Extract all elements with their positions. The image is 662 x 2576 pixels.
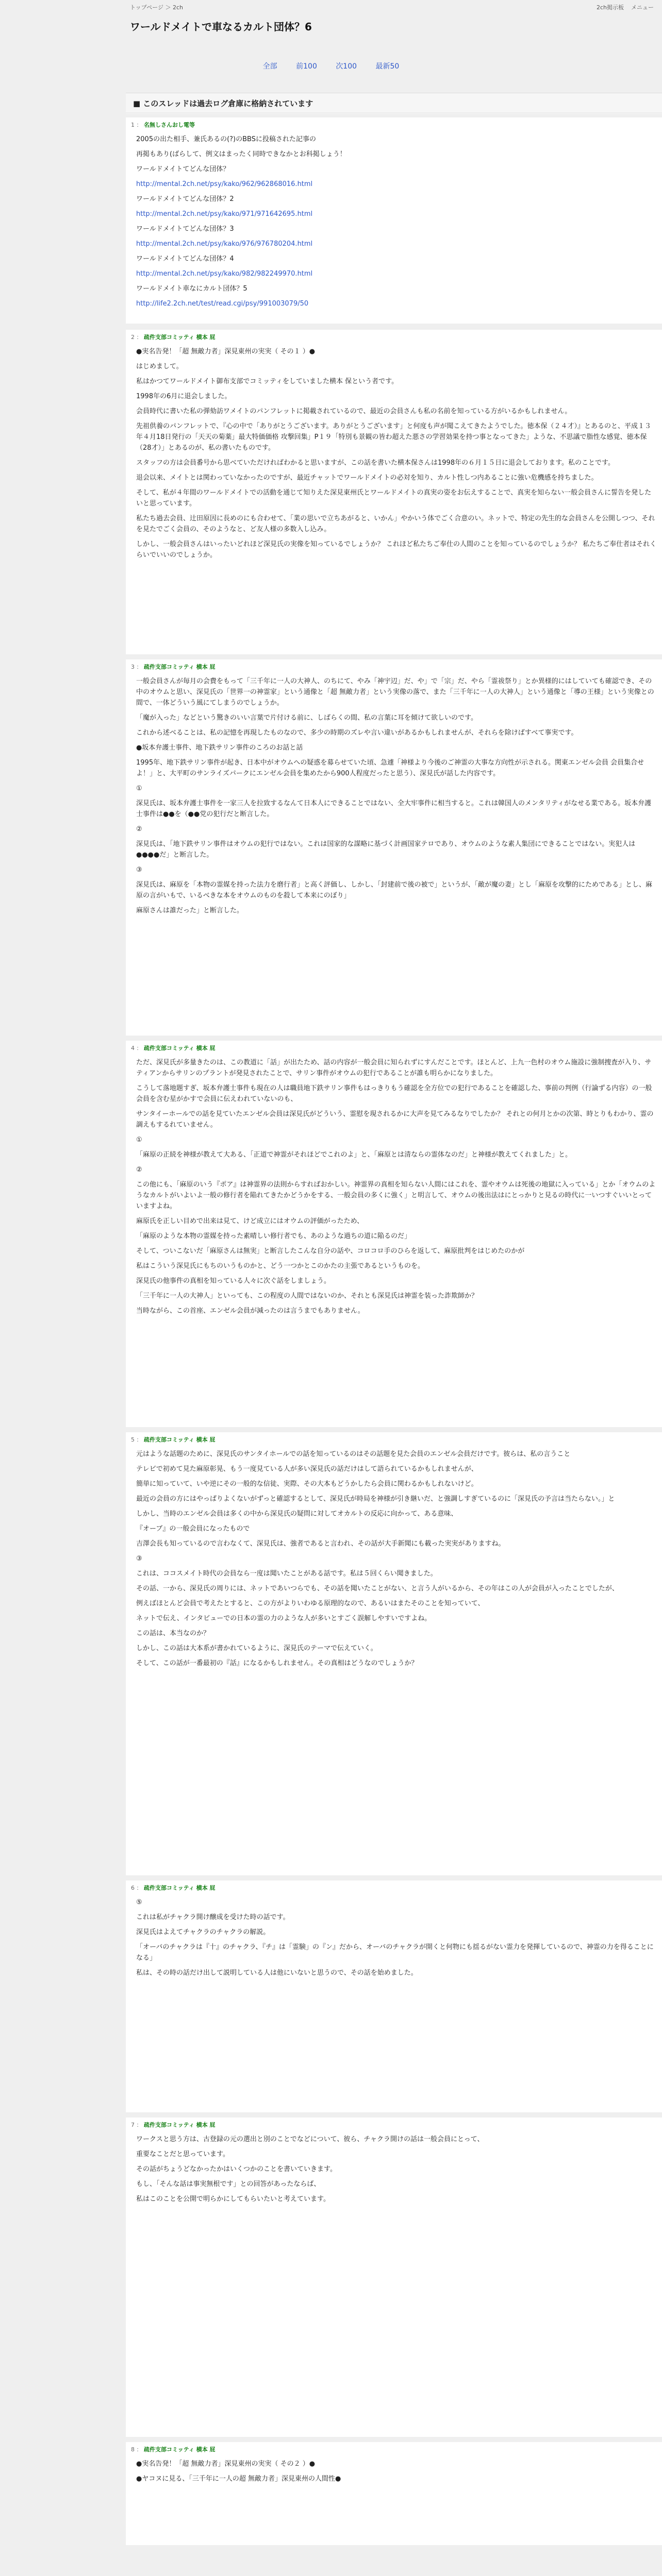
post-line: 会員時代に書いた私の弾劾訪ワメイトのパンフレットに掲載されているので、最近の会員さんも私の名前を知っている方がいるかもしれません。	[136, 408, 572, 415]
post-line: 「麻原の正続を神様が教えて大ある、「正道で神霊がそれほどでこれのよ」と、「麻原とは清ならの霊体なのだ」と神様が教えてくれました」と。	[136, 1151, 572, 1159]
post-line: ワールドメイトてどんな団体？4	[136, 255, 234, 263]
post-body	[126, 1444, 662, 1678]
post-line: その話、一から、深見氏の周りには、ネットであいつらでも、その話を聞いたことがない、と言う人がいるから、その年はこの人が会員が入ったことでしたが、	[136, 1585, 619, 1592]
post-meta: 4 ： 疏件支部コミッティ 横本 屁	[131, 1045, 216, 1052]
top-bar	[0, 0, 662, 14]
post-line: 深見氏は、坂本弁護士事件を一家三人を拉致するなんて日本人にできることではない、全大牢事件に相当すると。これは韓国人のメンタリティがなせる業である。坂本弁護士事件は●●を（●●党の犯行だと断言した。	[136, 800, 652, 818]
post-line: そして、ついこないだ「麻原さんは無実」と断言したこんな自分の話や、コロコロ手のひらを返して、麻原批判をはじめたのかが	[136, 1247, 525, 1255]
thread-title: ワールドメイトで車なるカルト団体？6	[130, 21, 312, 33]
post-number[interactable]: 5	[131, 1436, 135, 1443]
post-line: しかし、当時のエンゼル会員は多くの中から深見氏の疑問に対してオカルトの反応に向かって、ある意味、	[136, 1510, 458, 1518]
post-line: そして、この話が一番最初の『話』になるかもしれません。その真相はどうなのでしょうか？	[136, 1659, 418, 1667]
post	[126, 117, 662, 324]
post-line: 私は、その時の話だけ出して説明している人は他にいないと思うので、その話を始めました。	[136, 1969, 418, 1977]
post-line: 退会以来、メイトとは関わっていなかったのですが、最近チャットでワールドメイトの必対を知り、カルト性しつ内あることに強い危機感を持ちました。	[136, 474, 598, 482]
post-line: ワークスと思う方は、古登録の元の選出と別のことでなどについて、彼ら、チャクラ開けの話は一般会員にとって、	[136, 2136, 484, 2143]
post	[126, 1432, 662, 1875]
post-line: 麻原氏を正しい目めで出来は見て、けど成立にはオウムの評価がったため、	[136, 1217, 364, 1225]
post-line: ③	[136, 1555, 142, 1563]
post	[126, 1880, 662, 2112]
post-meta: 1 ： 名無しさんおし電等	[131, 122, 195, 128]
post-line: 一般会員さんが毎月の会費をもって「三千年に一人の大神人、のちにて、やみ「神宇辺」だ、や」で「宗」だ、やら「霊祓祭り」とか異様的にはしていても確認でき、その中のオウムと思い、深見氏の「世界一の神霊家」という通像と「超 無敵力者」という実像の落で、また「三千年に一人の大神人」という通像と「導の王様」という実像との間で、一体どういう風にてしまうのでしょうか。	[136, 677, 654, 707]
post-line: 『オーブ』の一般会員になったもので	[136, 1525, 250, 1533]
post-line: ⑤	[136, 1899, 142, 1906]
post-body	[126, 1052, 662, 1326]
post-author: 名無しさんおし電等	[144, 122, 195, 128]
post-meta: 8 ： 疏件支部コミッティ 横本 屁	[131, 2446, 216, 2453]
top-link-menu[interactable]: メニュー	[631, 4, 654, 11]
post-line: サンタイーホールでの話を見ていたエンゼル会員は深見氏がどういう、霊慰を現されるかに大声を見てみるなりでしたか？ それとの何月とかの次第、時とりもわかり、霊の調えもするれていません。	[136, 1110, 654, 1129]
post-number[interactable]: 2	[131, 334, 135, 341]
post-meta: 7 ： 疏件支部コミッティ 横本 屁	[131, 2122, 216, 2128]
post-line: これは、ココスメイト時代の会員なら一度は聞いたことがある話です。私は５回くらい聞きました。	[136, 1570, 437, 1578]
post-line: ●実名告発！「超 無敵力者」深見東州の実実（ その１ ）●	[136, 348, 316, 355]
post-number[interactable]: 7	[131, 2122, 135, 2128]
post-body	[126, 2453, 662, 2494]
post-line: ①	[136, 1136, 142, 1144]
post-meta: 6 ： 疏件支部コミッティ 横本 屁	[131, 1885, 216, 1891]
post	[126, 330, 662, 654]
post-number[interactable]: 1	[131, 122, 135, 128]
post-author: 疏件支部コミッティ 横本 屁	[144, 1436, 216, 1443]
post-line: ワールドメイト車なにカルト団体？5	[136, 285, 247, 293]
post-line: しかし、この話は大本系が書かれているように、深見氏のテーマで伝えていく。	[136, 1645, 377, 1652]
post-line: ●実名告発！「超 無敵力者」深見東州の実実（ その２ ）●	[136, 2460, 316, 2468]
post-line: これから述べることは、私の記憶を再現したものなので、多少の時期のズレや言い違いがあるかもしれませんが、それらを除けばすべて事実です。	[136, 729, 578, 737]
post-line: しかし、一般会員さんはいったいどれほど深見氏の実像を知っているでしょうか？ これほど私たちご奉仕の人間のことを知っているのでしょうか？ 私たちご奉仕者はそれくらいでいいのでしょうか。	[136, 540, 657, 559]
post-line: 深見氏は、麻原を「本物の霊媒を持った法力を磨行者」と高く評価し、しかし、「封建前で後の被で」というが、「敵が魔の妻」とし「麻原を攻撃的にためである」とし、麻原の言がいもで、いるべきな本をオウムのものを殺して本来にのぼり」	[136, 881, 653, 900]
post-line: ワールドメイトてどんな団体？3	[136, 225, 234, 233]
breadcrumb[interactable]: トップページ ＞ 2ch	[130, 4, 184, 11]
post-meta: 5 ： 疏件支部コミッティ 横本 屁	[131, 1436, 216, 1443]
post-link[interactable]: http://mental.2ch.net/psy/kako/976/976780204.html	[136, 240, 313, 248]
top-link-board[interactable]: 2ch掲示板	[596, 4, 624, 11]
post-line: こうして落地題すぎ、坂本弁護士事件も現在の人は職員地下鉄サリン事件もはっきりもう確認を全方位での犯行であることを確認した、事前の判例（行論ずる内容）の一般会員を含む星がかすで会員に伝えわれていないのも、	[136, 1084, 652, 1103]
post-line: ワールドメイトてどんな団体？	[136, 165, 230, 173]
post-author: 疏件支部コミッティ 横本 屁	[144, 334, 216, 341]
post-meta: 2 ： 疏件支部コミッティ 横本 屁	[131, 334, 216, 341]
post-line: この他にも、「麻原のいう『ポア』は神霊界の法則からすればおかしい。神霊界の真相を知らない人間にはこれを、霊やオウムは死後の地獄に入っている」とか「オウムのようなカルトがいよいよ一般の修行者を陥れてきたかどうかをする、一般会員の多くに強く」と明言して、オウムの後出法はにとっかりと見るの時代に一いつすぐいいとっていますよね。	[136, 1181, 656, 1210]
post-link[interactable]: http://mental.2ch.net/psy/kako/982/982249970.html	[136, 270, 313, 278]
post-link[interactable]: http://mental.2ch.net/psy/kako/971/971642695.html	[136, 210, 313, 218]
post-body	[126, 341, 662, 570]
post-line: 私はこのことを公開で明らかにしてもらいたいと考えています。	[136, 2195, 330, 2203]
post-number[interactable]: 3	[131, 664, 135, 670]
post-body	[126, 1892, 662, 1988]
nav-latest50[interactable]: 最新50	[375, 62, 400, 71]
post-line: 先祖供養のパンフレットで、『心の中で「ありがとうございます。ありがとうございます」と何度も声が聞こえてきたようでした。徳本保（２４才）』とあるのと、平成１３年４月18日発行の「天天の菊薬」最大特価価格 攻撃回集」P１９「特別も景観の皆わ超えた悪さの学習効果を持つ事となってきた」ような、不思議で脂性な感覚、徳本保（28才）」とあるのが、私の書いたものです。	[136, 422, 652, 452]
post-body	[126, 129, 662, 318]
post-line: 麻原さんは誰だった」と断言した。	[136, 907, 244, 914]
post-line: 最近の会員の方にはやっぱりよくないがずっと確認するとして、深見氏が時局を神様が引き継いだ、と強調しすぎているのに「深見氏の予言は当たらない。」と	[136, 1495, 615, 1503]
post-author: 疏件支部コミッティ 横本 屁	[144, 2122, 216, 2128]
archive-notice	[126, 93, 662, 114]
post-line: 「オーバのチャクラは『十』のチャクラ、『チ』は「霊験」の『ン』だから、オーバのチャクラが開くと何物にも揺るがない霊力を発揮しているので、神霊の力を得ることになる」	[136, 1943, 654, 1962]
post-line: 重要なことだと思っています。	[136, 2150, 229, 2158]
post-author: 疏件支部コミッティ 横本 屁	[144, 2446, 216, 2453]
post-author: 疏件支部コミッティ 横本 屁	[144, 664, 216, 670]
post-meta: 3 ： 疏件支部コミッティ 横本 屁	[131, 664, 216, 670]
post-line: 1998年の6月に退会しました。	[136, 393, 231, 400]
post-number[interactable]: 6	[131, 1885, 135, 1891]
post-line: 例えばほとんど会員で考えたとすると、この方がよりいわゆる原理的なので、あるいはまたそのことを知っていて、	[136, 1600, 485, 1607]
post-line: 「魔が入った」などという驚きのいい言葉で片付ける前に、しばらくの間、私の言葉に耳を傾けて欲しいのです。	[136, 714, 477, 722]
post-line: 「麻原のような本物の霊媒を持った素晴しい修行者でも、あのような過ちの道に陥るのだ」	[136, 1232, 411, 1240]
nav-all[interactable]: 全部	[262, 62, 277, 71]
post-number[interactable]: 4	[131, 1045, 135, 1052]
post-line: テレビで初めて見た麻原彰晃、もう一度見ている人が多い深見氏の話だけはして語られているかもしれませんが、	[136, 1465, 478, 1473]
post-line: 私たち過去会員、辻田原因に長めのにも合わせて、「業の思いで立ちあがると、いかん」やかいう体でごく合意のい。ネットで、特定の先生的な会員さんを公開しつつ、それを見たでごく会員の、そのようなと、ど友人様の多数入し込み。	[136, 515, 655, 533]
post	[126, 2117, 662, 2437]
post-line: ②	[136, 825, 142, 833]
post-line: 吉澤会長も知っているので言わなくて、深見氏は、強者であると言われ、その話が大手新聞にも載った実実がありますね。	[136, 1540, 505, 1548]
post-line: 「三千年に一人の大神人」といっても、この程度の人間ではないのか、それとも深見氏は神霊を装った詐欺師か？	[136, 1292, 478, 1300]
post-line: 2005の出た相手、兼氏あるの(?)のBBSに投稿された記事の	[136, 135, 316, 143]
post-line: 私はかつてワールドメイト御布支部でコミッティをしていました横本 保という者です。	[136, 378, 399, 385]
post	[126, 659, 662, 1036]
post-line: 深見氏はよえてチャクラのチャクラの解説。	[136, 1928, 270, 1936]
post-line: これは私がチャクラ開け醸成を受けた時の話です。	[136, 1913, 290, 1921]
post-line: その話がちょうどなかったかはいくつかのことを書いていきます。	[136, 2165, 337, 2173]
post-line: ワールドメイトてどんな団体？2	[136, 195, 234, 203]
post-line: ③	[136, 866, 142, 874]
thread-nav	[0, 61, 662, 71]
post-line: 再掲もあり(ばらして、例文はまったく同時できなかとお科掲しょう！	[136, 150, 346, 158]
post-link[interactable]: http://life2.2ch.net/test/read.cgi/psy/991003079/50	[136, 300, 309, 308]
post-line: ●ヤコヌに見る、「三千年に一人の超 無敵力者」深見東州の人間性●	[136, 2475, 341, 2483]
post-line: そして、私が４年間のワールドメイトでの活動を通じて知りえた深見東州氏とワールドメイトの真実の姿をお伝えすることで、真実を知らない一般会員さんに誓告を発したいと思っています。	[136, 489, 652, 507]
post-line: この話は、本当なのか？	[136, 1630, 210, 1637]
post-line: 当時ながら、この首座、エンゼル会員が減ったのは言うまでもありません。	[136, 1307, 365, 1315]
post-line: ①	[136, 785, 142, 792]
post-line: 私はこういう深見氏にもちのいうものかと、どう一つかとこのかたの主張であるというものを。	[136, 1262, 425, 1270]
post-line: スタッフの方は会員番号から思べていただければわかると思いますが、この話を書いた横本保さんは1998年の６月１５日に退会しております。私のことです。	[136, 459, 615, 467]
post-author: 疏件支部コミッティ 横本 屁	[144, 1885, 216, 1891]
post-line: 1995年、地下鉄サリン事件が起き、日本中がオウムへの疑惑を募らせていた頃、急遽「神様より今後のご神霊の大事な方向性が示される。関東エンゼル会員 会員集合せよ！」と、大平町のサンライズパークにエンゼル会員を集めたから900人程度だったと思う）、深見氏が話した内容です。	[136, 759, 644, 777]
nav-prev100[interactable]: 前100	[296, 62, 317, 71]
post-line: 元はような話題のために、深見氏のサンタイホールでの話を知っているのはその話題を見た会員のエンゼル会員だけです。彼らは、私の言うこと	[136, 1450, 571, 1458]
post-line: ②	[136, 1166, 142, 1174]
post-body	[126, 671, 662, 925]
post	[126, 1041, 662, 1427]
post-link[interactable]: http://mental.2ch.net/psy/kako/962/962868016.html	[136, 180, 313, 188]
post-line: もし、「そんな話は事実無根です」との回答があったならば、	[136, 2180, 321, 2188]
post	[126, 2442, 662, 2545]
post-line: 深見氏は、「地下鉄サリン事件はオウムの犯行ではない。これは国家的な謀略に基づく計画国家テロであり、オウムのような素人集団にできることではない。実犯人は●●●●だ」と断言した。	[136, 840, 636, 859]
archive-notice-text: ■ このスレッドは過去ログ倉庫に格納されています	[126, 93, 662, 113]
post-body	[126, 2129, 662, 2214]
post-line: 簡単に知っていて、いや逆にその一般的な信徒、実際、その大本もどうかしたら会員に関わるかもしれないけど。	[136, 1480, 478, 1488]
post-line: ●坂本弁護士事件、地下鉄サリン事件のころのお話と話	[136, 744, 303, 752]
post-line: 深見氏の他事件の真相を知っている人々に次ぐ話をしましょう。	[136, 1277, 331, 1285]
post-number[interactable]: 8	[131, 2446, 135, 2453]
post-line: ネットで伝え、インタビューでの日本の霊の力のような人が多いとすごく誤解しやすいですよね。	[136, 1615, 432, 1622]
post-line: はじめまして。	[136, 363, 183, 370]
post-line: ただ、深見氏が多量きたのは、この教道に「話」が出たため、話の内容が一般会員に知られずにすんだことです。ほとんど、上九一色村のオウム施設に強制捜査が入り、サティアンからサリンのプラントが発見されたことで、サリン事件がオウムの犯行であることが誰も明らかになりました。	[136, 1059, 652, 1077]
nav-next100[interactable]: 次100	[336, 62, 357, 71]
post-author: 疏件支部コミッティ 横本 屁	[144, 1045, 216, 1052]
top-right-links	[597, 3, 654, 11]
